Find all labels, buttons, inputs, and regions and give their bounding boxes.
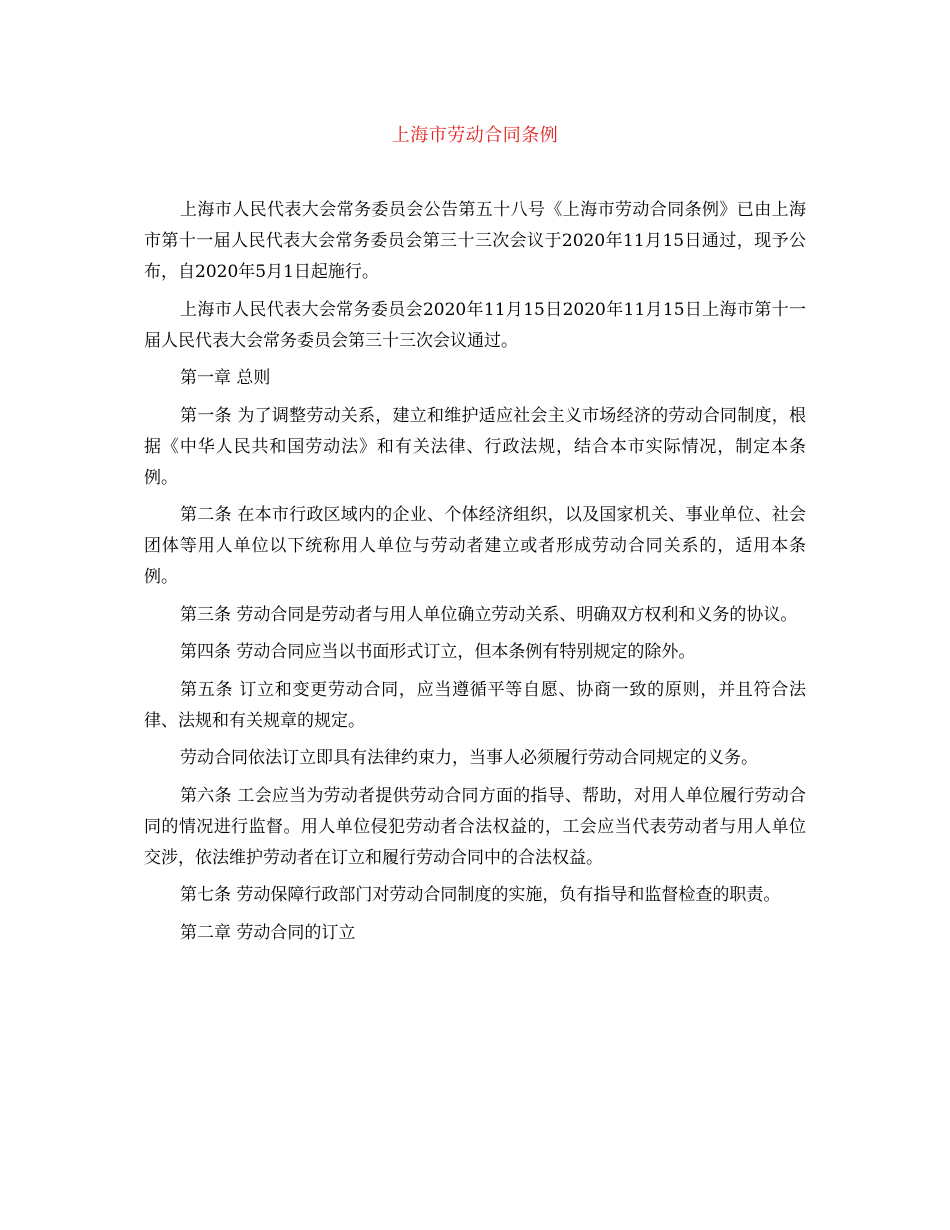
article-7: 第七条 劳动保障行政部门对劳动合同制度的实施，负有指导和监督检查的职责。 <box>180 885 781 905</box>
document-body <box>144 195 806 955</box>
article-1: 第一条 为了调整劳动关系，建立和维护适应社会主义市场经济的劳动合同制度，根据《中华人民共和国劳动法》和有关法律、行政法规，结合本市实际情况，制定本条例。 <box>144 405 806 488</box>
paragraph-announcement: 上海市人民代表大会常务委员会公告第五十八号《上海市劳动合同条例》已由上海市第十一届人民代表大会常务委员会第三十三次会议于2020年11月15日通过，现予公布，自2020年5月1日起施行。 <box>144 200 806 282</box>
article-4: 第四条 劳动合同应当以书面形式订立，但本条例有特别规定的除外。 <box>180 642 696 662</box>
chapter-heading-2: 第二章 劳动合同的订立 <box>180 922 356 943</box>
article-3: 第三条 劳动合同是劳动者与用人单位确立劳动关系、明确双方权利和义务的协议。 <box>180 604 798 625</box>
chapter-heading-1: 第一章 总则 <box>180 368 271 388</box>
article-2: 第二条 在本市行政区域内的企业、个体经济组织，以及国家机关、事业单位、社会团体等用人单位以下统称用人单位与劳动者建立或者形成劳动合同关系的，适用本条例。 <box>144 505 806 587</box>
article-6: 第六条 工会应当为劳动者提供劳动合同方面的指导、帮助，对用人单位履行劳动合同的情况进行监督。用人单位侵犯劳动者合法权益的，工会应当代表劳动者与用人单位交涉，依法维护劳动者在订立和履行劳动合同中的合法权益。 <box>144 785 806 868</box>
paragraph-adoption: 上海市人民代表大会常务委员会2020年11月15日2020年11月15日上海市第十一届人民代表大会常务委员会第三十三次会议通过。 <box>144 299 806 351</box>
article-5: 第五条 订立和变更劳动合同，应当遵循平等自愿、协商一致的原则，并且符合法律、法规和有关规章的规定。 <box>144 679 806 731</box>
document-title: 上海市劳动合同条例 <box>391 125 559 146</box>
article-5-continued: 劳动合同依法订立即具有法律约束力，当事人必须履行劳动合同规定的义务。 <box>180 748 758 768</box>
